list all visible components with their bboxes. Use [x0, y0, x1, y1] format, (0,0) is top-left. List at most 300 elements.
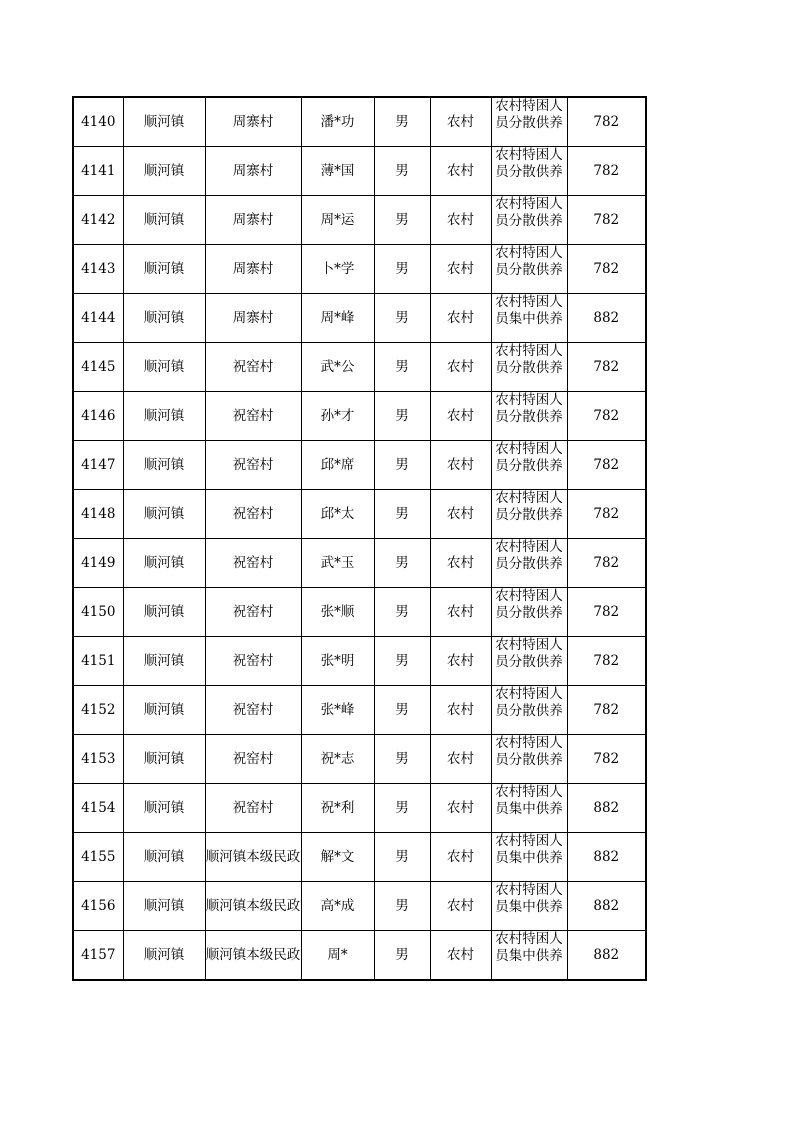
name-cell-text: 薄*国: [320, 163, 355, 179]
household-type-cell: [430, 686, 491, 735]
row-number-cell-text: 4141: [81, 163, 116, 179]
amount-cell: [567, 882, 646, 931]
town-cell-text: 顺河镇: [143, 163, 185, 179]
village-cell: [205, 833, 301, 882]
household-type-cell: [430, 833, 491, 882]
village-cell-text: 祝窑村: [232, 800, 274, 816]
name-cell: [301, 931, 374, 981]
table-row: [73, 441, 646, 490]
amount-cell: [567, 441, 646, 490]
name-cell: [301, 833, 374, 882]
category-cell-text: 农村特困人员分散供养: [495, 539, 563, 572]
row-number-cell: [73, 539, 123, 588]
town-cell-text: 顺河镇: [143, 114, 185, 130]
amount-cell-text: 882: [593, 947, 620, 963]
row-number-cell-text: 4151: [81, 653, 116, 669]
household-type-cell: [430, 539, 491, 588]
amount-cell: [567, 343, 646, 392]
amount-cell-text: 782: [593, 212, 620, 228]
category-cell: [491, 882, 567, 931]
household-type-cell: [430, 97, 491, 147]
row-number-cell-text: 4155: [81, 849, 116, 865]
category-cell-text: 农村特困人员分散供养: [495, 392, 563, 425]
name-cell-text: 卜*学: [320, 261, 355, 277]
category-cell: [491, 588, 567, 637]
village-cell: [205, 686, 301, 735]
amount-cell-text: 882: [593, 310, 620, 326]
category-cell-text: 农村特困人员分散供养: [495, 735, 563, 768]
household-type-cell: [430, 147, 491, 196]
category-cell-text: 农村特困人员集中供养: [495, 784, 563, 817]
row-number-cell-text: 4140: [81, 114, 116, 130]
row-number-cell-text: 4149: [81, 555, 116, 571]
category-cell: [491, 441, 567, 490]
table-row: [73, 490, 646, 539]
town-cell: [123, 490, 205, 539]
name-cell-text: 孙*才: [320, 408, 355, 424]
town-cell: [123, 97, 205, 147]
roster-body: [73, 97, 646, 980]
town-cell-text: 顺河镇: [143, 555, 185, 571]
category-cell-text: 农村特困人员分散供养: [495, 441, 563, 474]
village-cell-text: 祝窑村: [232, 359, 274, 375]
table-row: [73, 735, 646, 784]
row-number-cell-text: 4152: [81, 702, 116, 718]
table-row: [73, 196, 646, 245]
household-type-cell-text: 农村: [447, 702, 474, 718]
name-cell-text: 周*: [327, 947, 348, 963]
name-cell: [301, 343, 374, 392]
gender-cell-text: 男: [395, 604, 409, 620]
category-cell: [491, 637, 567, 686]
category-cell: [491, 147, 567, 196]
village-cell: [205, 245, 301, 294]
household-type-cell-text: 农村: [447, 114, 474, 130]
category-cell-text: 农村特困人员分散供养: [495, 343, 563, 376]
village-cell-text: 周寨村: [232, 261, 274, 277]
row-number-cell-text: 4144: [81, 310, 116, 326]
village-cell: [205, 539, 301, 588]
row-number-cell: [73, 196, 123, 245]
name-cell: [301, 490, 374, 539]
name-cell: [301, 882, 374, 931]
town-cell: [123, 588, 205, 637]
amount-cell: [567, 637, 646, 686]
village-cell-text: 祝窑村: [232, 506, 274, 522]
name-cell: [301, 539, 374, 588]
village-cell: [205, 588, 301, 637]
amount-cell: [567, 147, 646, 196]
row-number-cell: [73, 882, 123, 931]
amount-cell: [567, 931, 646, 981]
name-cell: [301, 196, 374, 245]
town-cell-text: 顺河镇: [143, 212, 185, 228]
category-cell: [491, 343, 567, 392]
amount-cell-text: 782: [593, 457, 620, 473]
household-type-cell: [430, 343, 491, 392]
household-type-cell: [430, 392, 491, 441]
household-type-cell-text: 农村: [447, 261, 474, 277]
household-type-cell: [430, 588, 491, 637]
amount-cell: [567, 97, 646, 147]
amount-cell-text: 782: [593, 261, 620, 277]
category-cell: [491, 392, 567, 441]
roster-table: [72, 96, 647, 981]
town-cell: [123, 686, 205, 735]
name-cell-text: 张*明: [320, 653, 355, 669]
table-row: [73, 539, 646, 588]
table-row: [73, 343, 646, 392]
table-row: [73, 392, 646, 441]
amount-cell: [567, 392, 646, 441]
row-number-cell-text: 4150: [81, 604, 116, 620]
row-number-cell: [73, 245, 123, 294]
row-number-cell-text: 4145: [81, 359, 116, 375]
village-cell-text: 祝窑村: [232, 457, 274, 473]
table-row: [73, 784, 646, 833]
row-number-cell: [73, 735, 123, 784]
amount-cell-text: 782: [593, 408, 620, 424]
amount-cell: [567, 784, 646, 833]
village-cell: [205, 343, 301, 392]
name-cell-text: 祝*志: [320, 751, 355, 767]
amount-cell-text: 782: [593, 751, 620, 767]
gender-cell-text: 男: [395, 310, 409, 326]
row-number-cell-text: 4154: [81, 800, 116, 816]
gender-cell-text: 男: [395, 359, 409, 375]
gender-cell-text: 男: [395, 898, 409, 914]
gender-cell: [374, 441, 430, 490]
category-cell-text: 农村特困人员分散供养: [495, 98, 563, 131]
village-cell: [205, 490, 301, 539]
village-cell: [205, 637, 301, 686]
gender-cell: [374, 343, 430, 392]
town-cell-text: 顺河镇: [143, 408, 185, 424]
row-number-cell: [73, 147, 123, 196]
gender-cell-text: 男: [395, 849, 409, 865]
gender-cell: [374, 97, 430, 147]
category-cell-text: 农村特困人员集中供养: [495, 882, 563, 915]
town-cell: [123, 196, 205, 245]
gender-cell: [374, 245, 430, 294]
household-type-cell: [430, 784, 491, 833]
name-cell: [301, 637, 374, 686]
gender-cell: [374, 294, 430, 343]
town-cell-text: 顺河镇: [143, 849, 185, 865]
category-cell: [491, 735, 567, 784]
amount-cell-text: 782: [593, 653, 620, 669]
village-cell-text: 周寨村: [232, 114, 274, 130]
village-cell: [205, 882, 301, 931]
row-number-cell: [73, 97, 123, 147]
household-type-cell: [430, 294, 491, 343]
amount-cell-text: 882: [593, 849, 620, 865]
village-cell-text: 祝窑村: [232, 702, 274, 718]
name-cell: [301, 735, 374, 784]
name-cell: [301, 784, 374, 833]
name-cell-text: 祝*利: [320, 800, 355, 816]
table-row: [73, 97, 646, 147]
row-number-cell: [73, 686, 123, 735]
household-type-cell-text: 农村: [447, 604, 474, 620]
category-cell-text: 农村特困人员集中供养: [495, 294, 563, 327]
amount-cell-text: 882: [593, 800, 620, 816]
village-cell-text: 祝窑村: [232, 555, 274, 571]
gender-cell: [374, 931, 430, 981]
amount-cell-text: 782: [593, 702, 620, 718]
village-cell-text: 周寨村: [232, 163, 274, 179]
gender-cell-text: 男: [395, 702, 409, 718]
amount-cell: [567, 833, 646, 882]
town-cell-text: 顺河镇: [143, 261, 185, 277]
category-cell: [491, 686, 567, 735]
village-cell-text: 祝窑村: [232, 604, 274, 620]
category-cell-text: 农村特困人员集中供养: [495, 833, 563, 866]
name-cell: [301, 147, 374, 196]
town-cell: [123, 539, 205, 588]
amount-cell: [567, 735, 646, 784]
amount-cell: [567, 196, 646, 245]
row-number-cell: [73, 441, 123, 490]
village-cell: [205, 931, 301, 981]
name-cell-text: 张*顺: [320, 604, 355, 620]
household-type-cell: [430, 196, 491, 245]
name-cell: [301, 588, 374, 637]
town-cell-text: 顺河镇: [143, 653, 185, 669]
category-cell: [491, 294, 567, 343]
village-cell-text: 顺河镇本级民政: [205, 947, 301, 963]
gender-cell: [374, 147, 430, 196]
village-cell: [205, 196, 301, 245]
name-cell: [301, 245, 374, 294]
town-cell: [123, 637, 205, 686]
village-cell: [205, 392, 301, 441]
town-cell-text: 顺河镇: [143, 800, 185, 816]
household-type-cell-text: 农村: [447, 163, 474, 179]
town-cell-text: 顺河镇: [143, 457, 185, 473]
gender-cell: [374, 784, 430, 833]
town-cell-text: 顺河镇: [143, 898, 185, 914]
household-type-cell: [430, 735, 491, 784]
village-cell-text: 祝窑村: [232, 408, 274, 424]
category-cell: [491, 833, 567, 882]
amount-cell: [567, 686, 646, 735]
village-cell: [205, 784, 301, 833]
table-row: [73, 147, 646, 196]
category-cell-text: 农村特困人员分散供养: [495, 490, 563, 523]
town-cell: [123, 392, 205, 441]
gender-cell: [374, 196, 430, 245]
row-number-cell-text: 4146: [81, 408, 116, 424]
household-type-cell-text: 农村: [447, 947, 474, 963]
row-number-cell-text: 4147: [81, 457, 116, 473]
village-cell-text: 顺河镇本级民政: [205, 898, 301, 914]
gender-cell: [374, 882, 430, 931]
table-row: [73, 931, 646, 981]
household-type-cell-text: 农村: [447, 653, 474, 669]
category-cell-text: 农村特困人员分散供养: [495, 196, 563, 229]
gender-cell: [374, 588, 430, 637]
household-type-cell-text: 农村: [447, 849, 474, 865]
table-row: [73, 588, 646, 637]
row-number-cell: [73, 392, 123, 441]
town-cell: [123, 882, 205, 931]
gender-cell: [374, 539, 430, 588]
gender-cell-text: 男: [395, 212, 409, 228]
category-cell-text: 农村特困人员分散供养: [495, 147, 563, 180]
town-cell: [123, 735, 205, 784]
town-cell-text: 顺河镇: [143, 310, 185, 326]
town-cell: [123, 343, 205, 392]
town-cell-text: 顺河镇: [143, 702, 185, 718]
row-number-cell: [73, 343, 123, 392]
household-type-cell: [430, 490, 491, 539]
town-cell: [123, 931, 205, 981]
household-type-cell: [430, 637, 491, 686]
gender-cell: [374, 735, 430, 784]
town-cell: [123, 784, 205, 833]
gender-cell-text: 男: [395, 751, 409, 767]
gender-cell: [374, 637, 430, 686]
gender-cell: [374, 490, 430, 539]
gender-cell: [374, 392, 430, 441]
village-cell: [205, 147, 301, 196]
village-cell-text: 祝窑村: [232, 653, 274, 669]
gender-cell-text: 男: [395, 408, 409, 424]
row-number-cell-text: 4156: [81, 898, 116, 914]
category-cell: [491, 245, 567, 294]
row-number-cell-text: 4142: [81, 212, 116, 228]
name-cell-text: 张*峰: [320, 702, 355, 718]
category-cell: [491, 931, 567, 981]
town-cell: [123, 245, 205, 294]
row-number-cell: [73, 784, 123, 833]
name-cell: [301, 97, 374, 147]
amount-cell-text: 782: [593, 114, 620, 130]
village-cell-text: 祝窑村: [232, 751, 274, 767]
household-type-cell-text: 农村: [447, 212, 474, 228]
name-cell-text: 高*成: [320, 898, 355, 914]
category-cell-text: 农村特困人员分散供养: [495, 637, 563, 670]
name-cell-text: 邱*席: [320, 457, 355, 473]
amount-cell-text: 782: [593, 604, 620, 620]
gender-cell-text: 男: [395, 457, 409, 473]
gender-cell: [374, 686, 430, 735]
table-row: [73, 294, 646, 343]
village-cell: [205, 441, 301, 490]
name-cell: [301, 392, 374, 441]
gender-cell-text: 男: [395, 163, 409, 179]
village-cell-text: 周寨村: [232, 310, 274, 326]
name-cell-text: 武*公: [320, 359, 355, 375]
amount-cell: [567, 245, 646, 294]
gender-cell: [374, 833, 430, 882]
gender-cell-text: 男: [395, 653, 409, 669]
name-cell-text: 武*玉: [320, 555, 355, 571]
row-number-cell: [73, 588, 123, 637]
household-type-cell-text: 农村: [447, 898, 474, 914]
household-type-cell-text: 农村: [447, 457, 474, 473]
row-number-cell: [73, 490, 123, 539]
town-cell: [123, 833, 205, 882]
household-type-cell-text: 农村: [447, 310, 474, 326]
household-type-cell-text: 农村: [447, 555, 474, 571]
amount-cell-text: 882: [593, 898, 620, 914]
category-cell: [491, 196, 567, 245]
household-type-cell-text: 农村: [447, 506, 474, 522]
table-row: [73, 882, 646, 931]
category-cell: [491, 490, 567, 539]
name-cell-text: 解*文: [320, 849, 355, 865]
town-cell: [123, 147, 205, 196]
table-row: [73, 245, 646, 294]
town-cell: [123, 294, 205, 343]
row-number-cell-text: 4157: [81, 947, 116, 963]
row-number-cell-text: 4143: [81, 261, 116, 277]
amount-cell-text: 782: [593, 163, 620, 179]
row-number-cell: [73, 931, 123, 981]
name-cell: [301, 294, 374, 343]
amount-cell-text: 782: [593, 359, 620, 375]
table-row: [73, 686, 646, 735]
gender-cell-text: 男: [395, 261, 409, 277]
amount-cell-text: 782: [593, 506, 620, 522]
category-cell: [491, 539, 567, 588]
town-cell-text: 顺河镇: [143, 604, 185, 620]
village-cell: [205, 97, 301, 147]
household-type-cell: [430, 931, 491, 981]
town-cell-text: 顺河镇: [143, 947, 185, 963]
category-cell-text: 农村特困人员分散供养: [495, 686, 563, 719]
category-cell-text: 农村特困人员分散供养: [495, 588, 563, 621]
row-number-cell-text: 4153: [81, 751, 116, 767]
gender-cell-text: 男: [395, 555, 409, 571]
household-type-cell-text: 农村: [447, 408, 474, 424]
town-cell-text: 顺河镇: [143, 751, 185, 767]
category-cell-text: 农村特困人员分散供养: [495, 245, 563, 278]
household-type-cell-text: 农村: [447, 800, 474, 816]
row-number-cell-text: 4148: [81, 506, 116, 522]
village-cell: [205, 294, 301, 343]
name-cell-text: 周*峰: [320, 310, 355, 326]
town-cell-text: 顺河镇: [143, 359, 185, 375]
name-cell-text: 邱*太: [320, 506, 355, 522]
name-cell-text: 周*运: [320, 212, 355, 228]
table-row: [73, 833, 646, 882]
gender-cell-text: 男: [395, 947, 409, 963]
amount-cell: [567, 588, 646, 637]
household-type-cell: [430, 245, 491, 294]
amount-cell: [567, 490, 646, 539]
household-type-cell: [430, 882, 491, 931]
household-type-cell-text: 农村: [447, 751, 474, 767]
table-row: [73, 637, 646, 686]
amount-cell: [567, 539, 646, 588]
town-cell-text: 顺河镇: [143, 506, 185, 522]
gender-cell-text: 男: [395, 114, 409, 130]
household-type-cell: [430, 441, 491, 490]
amount-cell: [567, 294, 646, 343]
row-number-cell: [73, 294, 123, 343]
category-cell: [491, 97, 567, 147]
name-cell: [301, 441, 374, 490]
village-cell-text: 顺河镇本级民政: [205, 849, 301, 865]
gender-cell-text: 男: [395, 506, 409, 522]
village-cell: [205, 735, 301, 784]
amount-cell-text: 782: [593, 555, 620, 571]
name-cell-text: 潘*功: [320, 114, 355, 130]
village-cell-text: 周寨村: [232, 212, 274, 228]
